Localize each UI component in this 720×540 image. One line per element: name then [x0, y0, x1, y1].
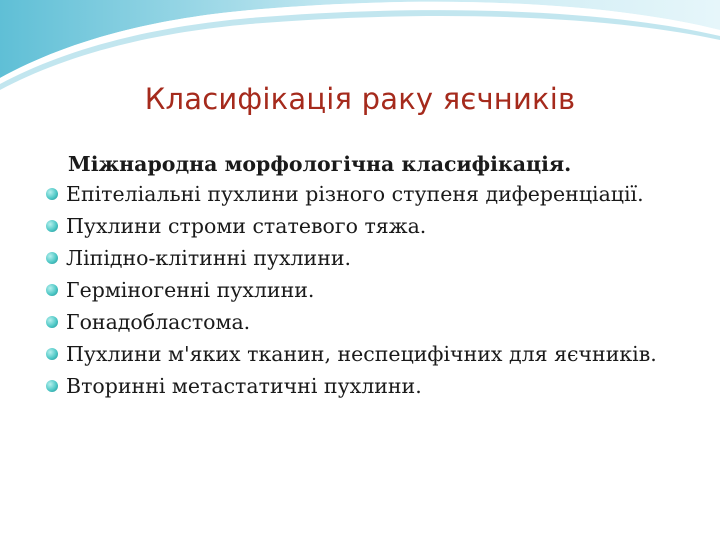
bullet-icon — [46, 284, 58, 296]
list-item — [44, 308, 684, 336]
list-item — [44, 212, 684, 240]
list-item — [44, 340, 684, 368]
bullet-icon — [46, 252, 58, 264]
list-item — [44, 276, 684, 304]
bullet-icon — [46, 348, 58, 360]
list-item — [44, 244, 684, 272]
bullet-icon — [46, 316, 58, 328]
list-item-text: Гонадобластома. — [66, 310, 251, 334]
list-item-text: Ліпідно-клітинні пухлини. — [66, 246, 352, 270]
list-item-text: Епітеліальні пухлини різного ступеня диференціації. — [66, 182, 644, 206]
bullet-icon — [46, 188, 58, 200]
slide-content — [44, 150, 684, 404]
slide-title: Класифікація раку яєчників — [144, 82, 576, 116]
classification-heading: Міжнародна морфологічна класифікація. — [68, 152, 572, 176]
bullet-icon — [46, 380, 58, 392]
list-item — [44, 180, 684, 208]
list-item-text: Герміногенні пухлини. — [66, 278, 315, 302]
list-item-text: Пухлини строми статевого тяжа. — [66, 214, 427, 238]
bullet-icon — [46, 220, 58, 232]
list-item — [44, 372, 684, 400]
list-item-text: Вторинні метастатичні пухлини. — [66, 374, 422, 398]
decorative-wave-banner — [0, 0, 720, 90]
list-item-text: Пухлини м'яких тканин, неспецифічних для яєчників. — [66, 342, 657, 366]
classification-list — [44, 180, 684, 400]
